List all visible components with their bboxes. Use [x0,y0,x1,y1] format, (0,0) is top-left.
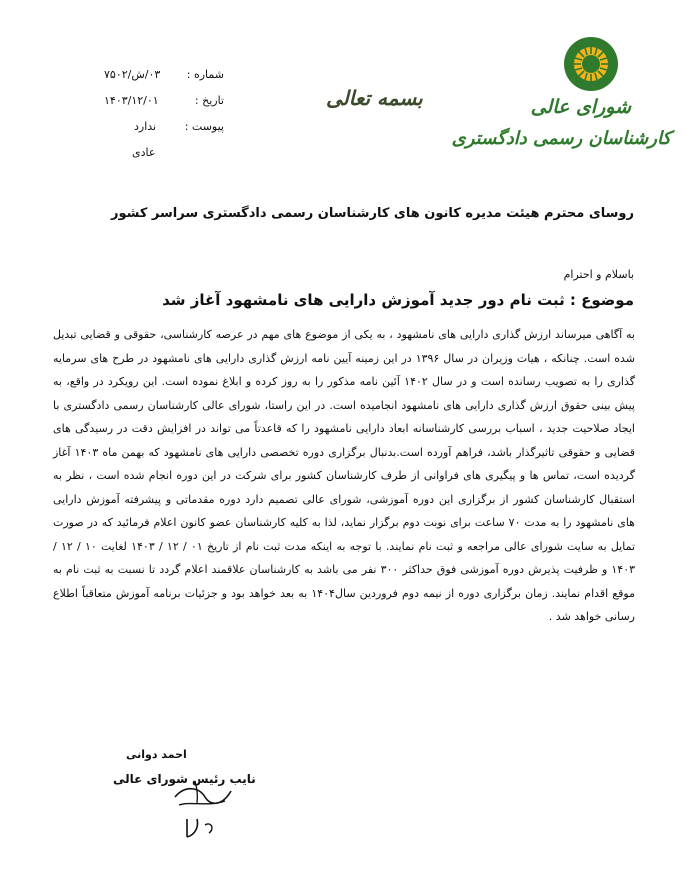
handwritten-signature [165,775,245,845]
logo-subtitle: کارشناسان رسمی دادگستری [451,128,671,149]
meta-date-label: تاریخ : [194,94,224,107]
meta-classification-row [104,140,224,166]
signatory-title: نایب رئیس شورای عالی [113,772,256,786]
letter-meta [104,62,224,166]
letter-body: به آگاهی میرساند ارزش گذاری دارایی های نامشهود ، به یکی از موضوع های مهم در عرصه کارشناسی، حقوقی و قضایی تبدیل شده است. چنانکه ، هیات وزیران در سال ۱۳۹۶ در این زمینه آیین نامه ارزش گذاری دارایی های نامشهود در طرح های سرمایه گذاری را به تصویب رسانده است و در سال ۱۴۰۲ آئین نامه مذکور را به روز کرده و ابلاغ نموده است. این رویکرد در واقع، به پیش بینی حقوق ارزش گذاری دارایی های نامشهود انجامیده است. در این راستا، شورای عالی کارشناسان رسمی دادگستری با ایجاد صلاحیت جدید ، اسباب بررسی کارشناسانه ابعاد دارایی نامشهود را که قاعدتاً می تواند در افزایش دقت در رسیدگی های قضایی و حقوقی تاثیرگذار باشد، فراهم آورده است.بدنبال برگزاری دوره تخصصی دارایی های نامشهود که بهمن ماه ۱۴۰۳ آغاز گردیده است، تماس ها و پیگیری های فراوانی از طرف کارشناسان کشور برای شرکت در این دوره انجام شده است ، نظر به استقبال کارشناسان کشور از برگزاری این دوره آموزشی، شورای عالی تصمیم دارد دوره مقدماتی و پیشرفته آموزش دارایی های نامشهود را به مدت ۷۰ ساعت برای نوبت دوم برگزار نماید، لذا به کلیه کارشناسان عضو کانون اعلام فرمائید که در صورت تمایل به سایت شورای عالی مراجعه و ثبت نام نمایند. با توجه به اینکه مدت ثبت نام از تاریخ ۰۱ / ۱۲ / ۱۴۰۳ لغایت ۱۰ / ۱۲ / ۱۴۰۳ و ظرفیت پذیرش دوره آموزشی فوق حداکثر ۳۰۰ نفر می باشد به کارشناسان علاقمند اعلام گردد تا نسبت به ثبت نام به موقع اقدام نمایند. زمان برگزاری دوره از نیمه دوم فروردین سال۱۴۰۴ به بعد خواهد بود و جزئیات برنامه آموزش متعاقباً اطلاع رسانی خواهد شد . [53,328,636,623]
meta-attachment-value: ندارد [134,120,157,133]
signatory-name: احمد دوانی [126,748,187,761]
basmala-heading: بسمه تعالی [326,86,423,110]
greeting: باسلام و احترام [563,268,634,281]
meta-number-row [104,62,224,88]
meta-classification: عادی [132,146,156,159]
council-logo [451,36,671,176]
subject-heading: موضوع : ثبت نام دور جدید آموزش دارایی های نامشهود آغاز شد [162,291,634,309]
meta-attachment-row [104,114,224,140]
meta-number-label: شماره : [186,68,224,81]
sun-emblem-icon [563,36,619,92]
logo-title: شورای عالی [530,96,631,118]
recipient-line: روسای محترم هیئت مدیره کانون های کارشناسان رسمی دادگستری سراسر کشور [110,206,634,221]
meta-attachment-label: پیوست : [184,120,224,133]
meta-date-row [104,88,224,114]
meta-date-value: ۱۴۰۳/۱۲/۰۱ [104,94,159,107]
meta-number-value: ۰۳/ش/۷۵۰۲ [104,68,161,81]
